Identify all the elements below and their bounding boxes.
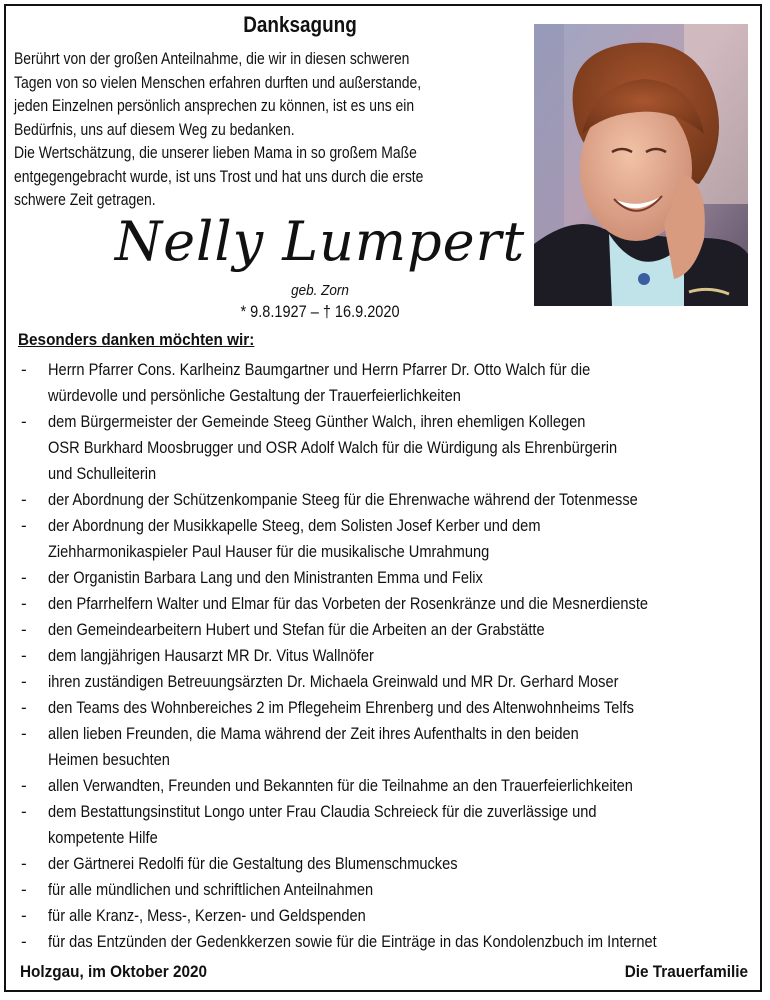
bullet-dash: - [21,672,27,691]
signature: Die Trauerfamilie [624,962,748,981]
bullet-dash: - [21,932,27,951]
list-item: - allen lieben Freunden, die Mama während der Zeit ihres Aufenthalts in den beiden Heimen besuchten [0,721,770,773]
bullet-dash: - [21,516,27,535]
list-item: - der Abordnung der Schützenkompanie Steeg für die Ehrenwache während der Totenmesse [0,487,770,513]
list-item: - der Gärtnerei Redolfi für die Gestaltung des Blumenschmuckes [0,851,770,877]
bullet-dash: - [21,880,27,899]
list-item: - Herrn Pfarrer Cons. Karlheinz Baumgartner und Herrn Pfarrer Dr. Otto Walch für die würdevolle und persönliche Gestaltung der Trauerfeierlichkeiten [0,357,770,409]
deceased-name: Nelly Lumpert [114,210,526,273]
thanks-list [0,357,770,955]
intro-text [14,48,513,213]
bullet-dash: - [21,360,27,379]
list-item: - den Gemeindearbeitern Hubert und Stefan für die Arbeiten an der Grabstätte [0,617,770,643]
bullet-dash: - [21,646,27,665]
list-item: - der Abordnung der Musikkapelle Steeg, dem Solisten Josef Kerber und dem Ziehharmonikaspieler Paul Hauser für die musikalische Umrahmung [0,513,770,565]
bullet-dash: - [21,776,27,795]
list-item: - dem langjährigen Hausarzt MR Dr. Vitus Wallnöfer [0,643,770,669]
list-item: - für alle Kranz-, Mess-, Kerzen- und Geldspenden [0,903,770,929]
bullet-dash: - [21,698,27,717]
bullet-dash: - [21,568,27,587]
list-item: - allen Verwandten, Freunden und Bekannten für die Teilnahme an den Trauerfeierlichkeiten [0,773,770,799]
list-item: - dem Bürgermeister der Gemeinde Steeg Günther Walch, ihren ehemligen Kollegen OSR Burkhard Moosbrugger und OSR Adolf Walch für die Würdigung als Ehrenbürgerin und Schulleiterin [0,409,770,487]
place-date: Holzgau, im Oktober 2020 [20,962,208,981]
bullet-dash: - [21,724,27,743]
bullet-dash: - [21,906,27,925]
bullet-dash: - [21,490,27,509]
intro-paragraph-2: Die Wertschätzung, die unserer lieben Mama in so großem Maße entgegengebracht wurde, ist uns Trost und hat uns durch die erste schwere Zeit getragen. [14,144,424,209]
list-item: - ihren zuständigen Betreuungsärzten Dr. Michaela Greinwald und MR Dr. Gerhard Moser [0,669,770,695]
bullet-dash: - [21,594,27,613]
list-item: - für alle mündlichen und schriftlichen Anteilnahmen [0,877,770,903]
list-item: - für das Entzünden der Gedenkkerzen sowie für die Einträge in das Kondolenzbuch im Internet [0,929,770,955]
life-dates: * 9.8.1927 – † 16.9.2020 [240,303,400,321]
notice-title: Danksagung [243,12,357,37]
bullet-dash: - [21,412,27,431]
list-item: - den Teams des Wohnbereiches 2 im Pflegeheim Ehrenberg und des Altenwohnheims Telfs [0,695,770,721]
bullet-dash: - [21,802,27,821]
intro-paragraph-1: Berührt von der großen Anteilnahme, die wir in diesen schweren Tagen von so vielen Menschen erfahren durften und außerstande, jeden Einzelnen persönlich ansprechen zu können, ist es uns ein Bedürfnis, uns auf diesem Weg zu bedanken. [14,50,422,139]
list-item: - der Organistin Barbara Lang und den Ministranten Emma und Felix [0,565,770,591]
maiden-name: geb. Zorn [291,282,349,299]
bullet-dash: - [21,620,27,639]
bullet-dash: - [21,854,27,873]
thanks-heading: Besonders danken möchten wir: [18,330,255,349]
list-item: - den Pfarrhelfern Walter und Elmar für das Vorbeten der Rosenkränze und die Mesnerdienste [0,591,770,617]
list-item: - dem Bestattungsinstitut Longo unter Frau Claudia Schreieck für die zuverlässige und kompetente Hilfe [0,799,770,851]
